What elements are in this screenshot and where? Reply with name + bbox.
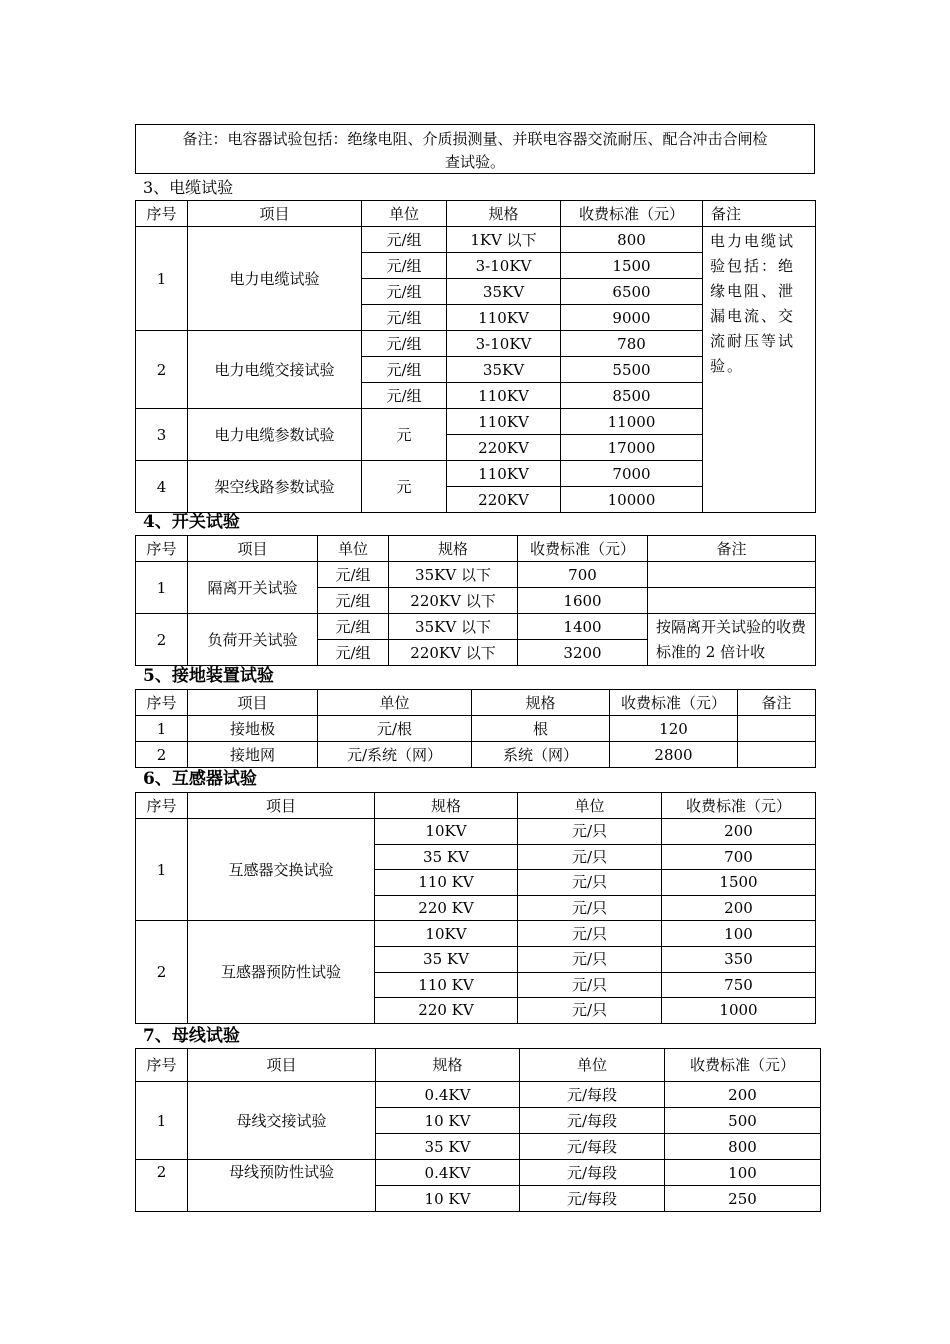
spec-cell: 110KV (447, 461, 561, 487)
unit-cell: 元/只 (518, 921, 662, 947)
remark-cell (648, 562, 816, 588)
fee-cell: 10000 (561, 487, 703, 513)
spec-cell: 35KV 以下 (389, 614, 518, 640)
fee-cell: 5500 (561, 357, 703, 383)
row-number: 2 (136, 921, 188, 1023)
header-cell: 规格 (472, 690, 610, 716)
section-3-title: 3、电缆试验 (143, 178, 234, 197)
row-number: 1 (136, 562, 188, 614)
unit-cell: 元/组 (318, 588, 389, 614)
row-number: 1 (136, 1082, 188, 1160)
note-line-2: 查试验。 (444, 153, 505, 171)
unit-cell: 元/只 (518, 998, 662, 1024)
header-cell: 单位 (318, 536, 389, 562)
unit-cell: 元/组 (362, 357, 447, 383)
row-number: 1 (136, 227, 188, 331)
fee-cell: 1000 (662, 998, 816, 1024)
header-cell: 序号 (136, 1049, 188, 1082)
spec-cell: 220KV 以下 (389, 588, 518, 614)
fee-cell: 2800 (610, 742, 738, 768)
section-4-title: 4、开关试验 (143, 512, 240, 532)
spec-cell: 35 KV (375, 946, 518, 972)
fee-cell: 1500 (561, 253, 703, 279)
transformer-test-table (135, 792, 816, 1024)
item-name: 母线交接试验 (188, 1082, 376, 1160)
fee-cell: 780 (561, 331, 703, 357)
spec-cell: 35KV (447, 357, 561, 383)
header-cell: 收费标准（元） (518, 536, 648, 562)
fee-cell: 17000 (561, 435, 703, 461)
note-line-1: 备注：电容器试验包括：绝缘电阻、介质损测量、并联电容器交流耐压、配合冲击合闸检 (182, 130, 768, 148)
header-cell: 项目 (188, 793, 375, 819)
fee-cell: 9000 (561, 305, 703, 331)
spec-cell: 220KV 以下 (389, 640, 518, 666)
fee-cell: 100 (665, 1160, 821, 1186)
header-cell: 规格 (447, 201, 561, 227)
header-cell: 备注 (648, 536, 816, 562)
busbar-test-table (135, 1048, 821, 1212)
section-6-title: 6、互感器试验 (143, 769, 257, 789)
header-cell: 备注 (703, 201, 816, 227)
item-name: 接地网 (188, 742, 318, 768)
item-name: 母线预防性试验 (188, 1160, 376, 1212)
row-number: 2 (136, 742, 188, 768)
header-cell: 序号 (136, 793, 188, 819)
fee-cell: 8500 (561, 383, 703, 409)
header-cell: 单位 (362, 201, 447, 227)
spec-cell: 系统（网） (472, 742, 610, 768)
row-number: 1 (136, 716, 188, 742)
unit-cell: 元/组 (318, 640, 389, 666)
spec-cell: 10KV (375, 921, 518, 947)
unit-cell: 元/组 (362, 383, 447, 409)
item-name: 架空线路参数试验 (188, 461, 362, 513)
unit-cell: 元/只 (518, 844, 662, 870)
spec-cell: 根 (472, 716, 610, 742)
cable-test-table (135, 200, 816, 513)
unit-cell: 元/组 (362, 279, 447, 305)
fee-cell: 3200 (518, 640, 648, 666)
fee-cell: 7000 (561, 461, 703, 487)
unit-cell: 元/每段 (520, 1160, 665, 1186)
spec-cell: 35 KV (375, 844, 518, 870)
header-cell: 规格 (375, 793, 518, 819)
spec-cell: 35 KV (376, 1134, 520, 1160)
spec-cell: 10 KV (376, 1186, 520, 1212)
spec-cell: 3-10KV (447, 331, 561, 357)
spec-cell: 0.4KV (376, 1082, 520, 1108)
fee-cell: 11000 (561, 409, 703, 435)
spec-cell: 110KV (447, 383, 561, 409)
fee-cell: 500 (665, 1108, 821, 1134)
load-switch-remark: 按隔离开关试验的收费标准的 2 倍计收 (648, 614, 816, 666)
spec-cell: 110KV (447, 409, 561, 435)
spec-cell: 35KV (447, 279, 561, 305)
header-cell: 项目 (188, 536, 318, 562)
unit-cell: 元/根 (318, 716, 472, 742)
header-cell: 单位 (520, 1049, 665, 1082)
unit-cell: 元/每段 (520, 1108, 665, 1134)
section-5-title: 5、接地装置试验 (143, 666, 274, 686)
fee-cell: 200 (662, 895, 816, 921)
spec-cell: 110KV (447, 305, 561, 331)
cable-remark: 电力电缆试验包括：绝缘电阻、泄漏电流、交流耐压等试验。 (703, 227, 816, 513)
item-name: 互感器预防性试验 (188, 921, 375, 1023)
unit-cell: 元/只 (518, 895, 662, 921)
spec-cell: 220 KV (375, 895, 518, 921)
row-number: 3 (136, 409, 188, 461)
section-7-title: 7、母线试验 (143, 1026, 240, 1046)
header-cell: 序号 (136, 690, 188, 716)
header-cell: 单位 (518, 793, 662, 819)
fee-cell: 700 (518, 562, 648, 588)
header-cell: 单位 (318, 690, 472, 716)
capacitor-note-box (135, 124, 815, 174)
remark-cell (738, 742, 816, 768)
header-cell: 规格 (376, 1049, 520, 1082)
unit-cell: 元/组 (362, 253, 447, 279)
row-number: 1 (136, 819, 188, 921)
unit-cell: 元/每段 (520, 1134, 665, 1160)
item-name: 负荷开关试验 (188, 614, 318, 666)
header-cell: 收费标准（元） (665, 1049, 821, 1082)
spec-cell: 220 KV (375, 998, 518, 1024)
spec-cell: 220KV (447, 435, 561, 461)
header-cell: 收费标准（元） (662, 793, 816, 819)
header-cell: 序号 (136, 536, 188, 562)
grounding-test-table (135, 689, 816, 768)
row-number: 2 (136, 331, 188, 409)
fee-cell: 800 (561, 227, 703, 253)
item-name: 互感器交换试验 (188, 819, 375, 921)
item-name: 电力电缆试验 (188, 227, 362, 331)
fee-cell: 1600 (518, 588, 648, 614)
fee-cell: 250 (665, 1186, 821, 1212)
fee-cell: 1400 (518, 614, 648, 640)
spec-cell: 220KV (447, 487, 561, 513)
spec-cell: 110 KV (375, 972, 518, 998)
fee-cell: 200 (665, 1082, 821, 1108)
unit-cell: 元/只 (518, 819, 662, 845)
unit-cell: 元/每段 (520, 1082, 665, 1108)
row-number: 4 (136, 461, 188, 513)
unit-cell: 元/只 (518, 946, 662, 972)
unit-cell: 元/组 (362, 331, 447, 357)
fee-cell: 200 (662, 819, 816, 845)
spec-cell: 10 KV (376, 1108, 520, 1134)
unit-cell: 元/系统（网） (318, 742, 472, 768)
header-cell: 规格 (389, 536, 518, 562)
unit-cell: 元/组 (318, 562, 389, 588)
fee-cell: 120 (610, 716, 738, 742)
unit-cell: 元/组 (362, 305, 447, 331)
spec-cell: 3-10KV (447, 253, 561, 279)
remark-cell (738, 716, 816, 742)
item-name: 电力电缆参数试验 (188, 409, 362, 461)
spec-cell: 1KV 以下 (447, 227, 561, 253)
header-cell: 项目 (188, 201, 362, 227)
spec-cell: 35KV 以下 (389, 562, 518, 588)
fee-cell: 1500 (662, 870, 816, 896)
unit-cell: 元/只 (518, 870, 662, 896)
unit-cell: 元 (362, 409, 447, 461)
header-cell: 收费标准（元） (561, 201, 703, 227)
spec-cell: 110 KV (375, 870, 518, 896)
fee-cell: 800 (665, 1134, 821, 1160)
header-cell: 备注 (738, 690, 816, 716)
fee-cell: 350 (662, 946, 816, 972)
header-cell: 项目 (188, 1049, 376, 1082)
item-name: 接地极 (188, 716, 318, 742)
header-cell: 序号 (136, 201, 188, 227)
header-cell: 项目 (188, 690, 318, 716)
row-number: 2 (136, 1160, 188, 1212)
remark-cell (648, 588, 816, 614)
row-number: 2 (136, 614, 188, 666)
unit-cell: 元/只 (518, 972, 662, 998)
fee-cell: 100 (662, 921, 816, 947)
fee-cell: 6500 (561, 279, 703, 305)
unit-cell: 元/组 (362, 227, 447, 253)
item-name: 隔离开关试验 (188, 562, 318, 614)
spec-cell: 10KV (375, 819, 518, 845)
fee-cell: 700 (662, 844, 816, 870)
item-name: 电力电缆交接试验 (188, 331, 362, 409)
fee-cell: 750 (662, 972, 816, 998)
header-cell: 收费标准（元） (610, 690, 738, 716)
unit-cell: 元 (362, 461, 447, 513)
unit-cell: 元/组 (318, 614, 389, 640)
unit-cell: 元/每段 (520, 1186, 665, 1212)
spec-cell: 0.4KV (376, 1160, 520, 1186)
switch-test-table (135, 535, 816, 666)
